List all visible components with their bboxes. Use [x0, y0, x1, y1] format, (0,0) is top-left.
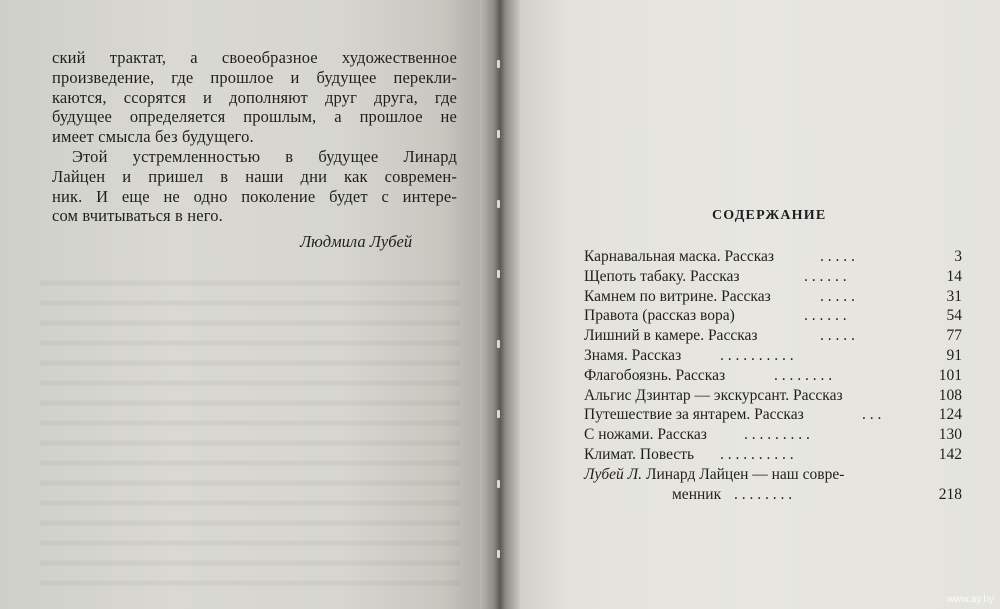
toc-entry-title: менник	[672, 485, 722, 503]
toc-entry-page: 130	[938, 426, 962, 444]
toc-entry	[584, 346, 962, 366]
toc-entry-title: Альгис Дзинтар — экскурсант. Рассказ	[584, 386, 843, 404]
text-line: Лайцен и пришел в наши дни как современ-	[52, 166, 457, 186]
table-of-contents	[584, 247, 962, 504]
toc-entry-title: Щепоть табаку. Рассказ	[584, 267, 740, 285]
toc-leader-dots: . . . . .	[820, 248, 855, 265]
toc-leader-dots: . . . . .	[820, 287, 855, 305]
toc-entry	[584, 326, 962, 346]
toc-entry	[584, 306, 962, 326]
toc-leader-dots: . . .	[862, 406, 882, 424]
toc-entry-title: Путешествие за янтарем. Рассказ	[584, 406, 804, 424]
toc-leader-dots: . . . . . . . .	[774, 366, 833, 384]
toc-entry	[584, 485, 962, 505]
text-line: произведение, где прошлое и будущее перекли-	[52, 67, 457, 87]
binding-stitch	[497, 410, 500, 418]
toc-entry-title: Климат. Повесть	[584, 445, 695, 463]
binding-stitch	[497, 480, 500, 488]
toc-entry-page: 142	[938, 445, 962, 463]
toc-entry-page: 14	[946, 267, 962, 285]
toc-entry-page: 124	[938, 406, 962, 424]
toc-leader-dots: . . . . . . . . . .	[720, 346, 794, 364]
toc-entry	[584, 465, 962, 485]
toc-entry-page: 3	[954, 248, 962, 265]
text-line: сом вчитываться в него.	[52, 206, 223, 226]
toc-heading: СОДЕРЖАНИЕ	[712, 208, 827, 223]
toc-entry-title: Камнем по витрине. Рассказ	[584, 287, 771, 305]
book-gutter	[480, 0, 520, 609]
text-line: ник. И еще не одно поколение будет с интере-	[52, 186, 457, 206]
toc-entry-title: Правота (рассказ вора)	[584, 307, 735, 325]
show-through-text	[40, 270, 460, 590]
toc-entry-page: 101	[938, 366, 962, 384]
site-watermark: www.ay.by	[946, 594, 994, 605]
toc-entry-title: С ножами. Рассказ	[584, 426, 707, 444]
afterword-signature: Людмила Лубей	[300, 232, 413, 251]
text-line: Этой устремленностью в будущее Линард	[72, 146, 457, 166]
text-line: ский трактат, а своеобразное художественное	[52, 48, 457, 67]
toc-entry	[584, 267, 962, 287]
toc-entry-page: 108	[938, 386, 962, 404]
toc-entry-page: 77	[946, 327, 962, 345]
text-line: будущее определяется прошлым, а прошлое не	[52, 107, 457, 127]
left-page-body	[52, 48, 457, 226]
toc-entry	[584, 287, 962, 307]
toc-entry-title: Знамя. Рассказ	[584, 346, 682, 364]
toc-leader-dots: . . . . . .	[804, 267, 847, 285]
text-line: каются, ссорятся и дополняют друг друга, где	[52, 87, 457, 107]
toc-entry-page: 91	[946, 346, 962, 364]
binding-stitch	[497, 60, 500, 68]
toc-leader-dots: . . . . . . . . .	[744, 426, 810, 444]
binding-stitch	[497, 340, 500, 348]
toc-entry	[584, 445, 962, 465]
toc-leader-dots: . . . . . . . . . .	[720, 445, 794, 463]
toc-leader-dots: . . . . . .	[804, 307, 847, 325]
binding-stitch	[497, 130, 500, 138]
toc-entry-title-text: Линард Лайцен — наш совре-	[642, 465, 845, 483]
toc-entry	[584, 366, 962, 386]
toc-entry-page: 31	[946, 287, 962, 305]
toc-entry-page: 54	[946, 307, 962, 325]
toc-entry	[584, 247, 962, 267]
text-line: имеет смысла без будущего.	[52, 127, 254, 147]
toc-entry-title: Флагобоязнь. Рассказ	[584, 366, 726, 384]
binding-stitch	[497, 270, 500, 278]
toc-leader-dots: . . . . .	[820, 327, 855, 345]
toc-entry	[584, 425, 962, 445]
toc-entry-title	[584, 465, 844, 485]
binding-stitch	[497, 550, 500, 558]
toc-entry-author: Лубей Л.	[584, 465, 643, 483]
toc-entry-title: Лишний в камере. Рассказ	[584, 327, 758, 345]
binding-stitch	[497, 200, 500, 208]
toc-leader-dots: . . . . . . . .	[734, 485, 793, 503]
toc-entry	[584, 405, 962, 425]
toc-entry	[584, 386, 962, 406]
toc-entry-page: 218	[938, 485, 962, 503]
toc-entry-title: Карнавальная маска. Рассказ	[584, 248, 774, 265]
